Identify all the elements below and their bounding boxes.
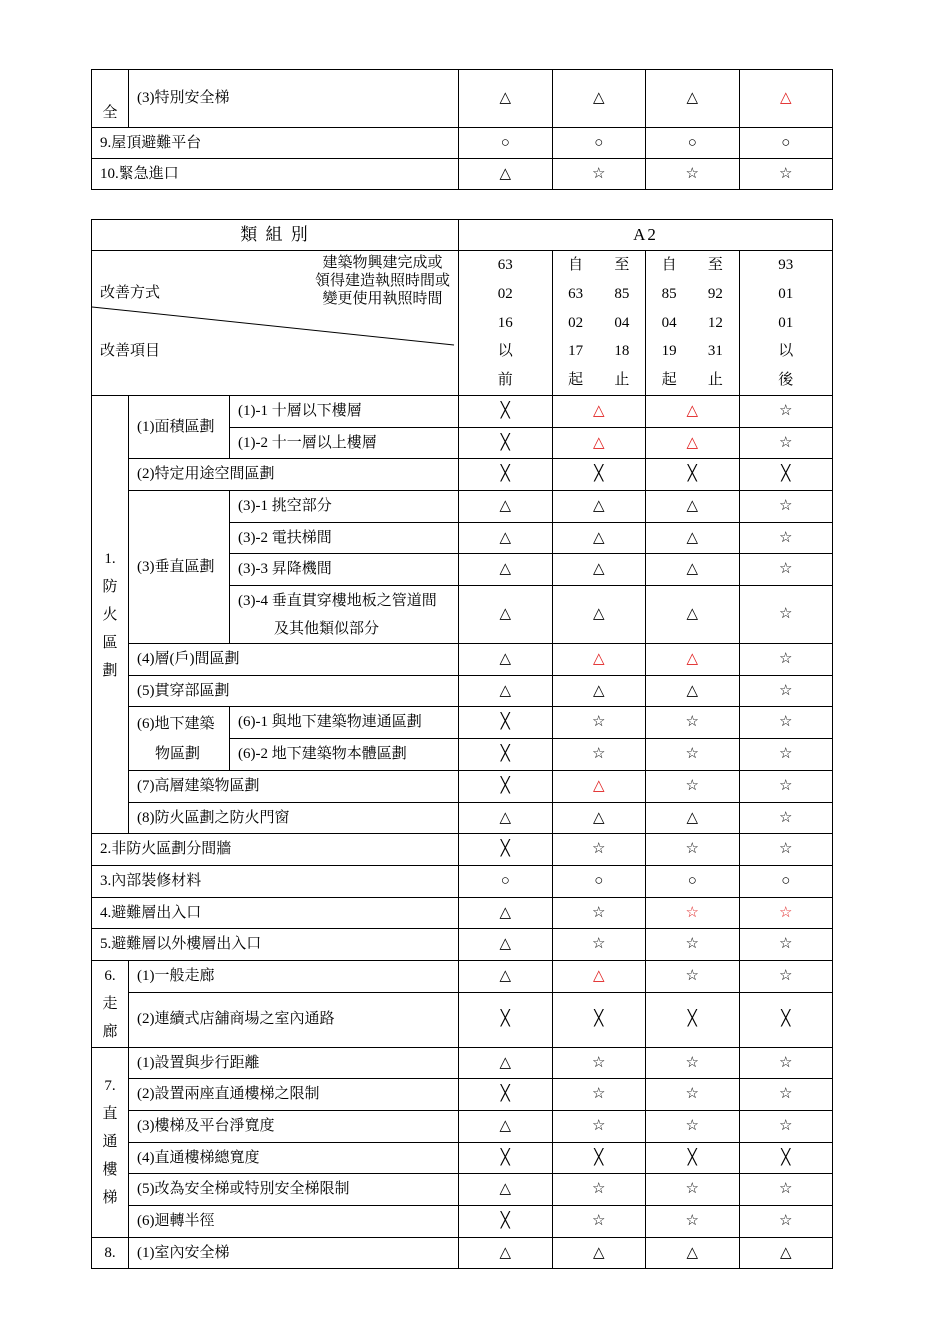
table-row (92, 707, 833, 739)
table-row (92, 865, 833, 897)
period-row (92, 251, 833, 396)
symbol-cell: ☆ (552, 1174, 646, 1206)
row-label: (4)直通樓梯總寬度 (129, 1142, 459, 1174)
symbol-cell: ☆ (739, 1174, 833, 1206)
table-row (92, 1079, 833, 1111)
period-text: 31 (707, 343, 723, 360)
table-row (92, 1047, 833, 1079)
table-row (92, 897, 833, 929)
period-col-4 (739, 251, 833, 396)
main-table (91, 219, 833, 1269)
symbol-cell: ☆ (646, 1206, 740, 1238)
symbol-cell: ☆ (646, 739, 740, 771)
row-label: (3)特別安全梯 (129, 70, 459, 128)
symbol-cell: △ (459, 1237, 553, 1269)
symbol-cell: ☆ (646, 707, 740, 739)
row-label: (3)垂直區劃 (129, 491, 230, 644)
time-basis-line: 變更使用執照時間 (322, 291, 443, 307)
symbol-cell: △ (552, 395, 646, 427)
symbol-cell: ╳ (552, 992, 646, 1047)
symbol-cell: ☆ (739, 960, 833, 992)
group-char: 防 (102, 578, 118, 595)
row-label: (1)室內安全梯 (129, 1237, 459, 1269)
symbol-cell: ☆ (739, 707, 833, 739)
table-row (92, 1111, 833, 1143)
symbol-cell: ○ (459, 865, 553, 897)
symbol-cell: ╳ (459, 834, 553, 866)
symbol-cell: △ (459, 929, 553, 961)
symbol-cell: ☆ (646, 1174, 740, 1206)
header-a2: A2 (459, 220, 833, 251)
period-text: 01 (778, 314, 794, 331)
symbol-cell: △ (739, 1237, 833, 1269)
symbol-cell: ○ (459, 128, 553, 159)
symbol-cell: △ (552, 802, 646, 834)
method-label: 改善方式 (100, 285, 161, 301)
symbol-cell: △ (552, 70, 646, 128)
row-label: 2.非防火區劃分間牆 (92, 834, 459, 866)
symbol-cell: ╳ (459, 707, 553, 739)
period-text: 以 (497, 343, 513, 360)
symbol-cell: △ (552, 675, 646, 707)
table-row (92, 1142, 833, 1174)
symbol-cell: ☆ (739, 802, 833, 834)
period-text: 自 (568, 257, 584, 273)
row-label: (2)特定用途空間區劃 (129, 459, 459, 491)
period-text: 12 (707, 314, 723, 331)
group-char: 樓 (102, 1162, 118, 1179)
symbol-cell: ☆ (739, 1206, 833, 1238)
table-row (92, 770, 833, 802)
period-text: 19 (661, 343, 677, 360)
symbol-cell: ☆ (552, 1206, 646, 1238)
table-row (92, 459, 833, 491)
row-label: (3)-2 電扶梯間 (230, 522, 459, 554)
symbol-cell: ☆ (739, 1111, 833, 1143)
symbol-cell: ☆ (646, 159, 740, 190)
symbol-cell: △ (459, 802, 553, 834)
row-label: (6)迴轉半徑 (129, 1206, 459, 1238)
symbol-cell: △ (646, 522, 740, 554)
row-label: (3)樓梯及平台淨寬度 (129, 1111, 459, 1143)
row-label: (7)高層建築物區劃 (129, 770, 459, 802)
table-row (92, 128, 833, 159)
table-row (92, 1237, 833, 1269)
period-text: 止 (707, 372, 723, 389)
symbol-cell: △ (646, 70, 740, 128)
symbol-cell: ☆ (739, 554, 833, 586)
symbol-cell: △ (459, 491, 553, 523)
symbol-cell: ○ (739, 865, 833, 897)
symbol-cell: ╳ (646, 459, 740, 491)
row-label: (1)-2 十一層以上樓層 (230, 427, 459, 459)
symbol-cell: △ (646, 802, 740, 834)
table-row (92, 992, 833, 1047)
symbol-cell: △ (552, 554, 646, 586)
group-char: 7. (104, 1078, 116, 1095)
symbol-cell: △ (646, 491, 740, 523)
symbol-cell: ☆ (552, 707, 646, 739)
group-fire-compartment (92, 395, 129, 833)
period-text: 02 (568, 314, 584, 331)
row-label-line: (6)地下建築 (137, 715, 215, 732)
symbol-cell: ☆ (739, 427, 833, 459)
symbol-cell: △ (459, 554, 553, 586)
symbol-cell: ☆ (739, 395, 833, 427)
symbol-cell: △ (459, 1111, 553, 1143)
period-text: 63 (568, 285, 584, 302)
row-label: (5)貫穿部區劃 (129, 675, 459, 707)
period-text: 16 (497, 314, 513, 331)
symbol-cell: ☆ (739, 491, 833, 523)
row-label: 10.緊急進口 (92, 159, 459, 190)
symbol-cell: △ (459, 960, 553, 992)
symbol-cell: △ (552, 491, 646, 523)
period-col-2 (552, 251, 646, 396)
symbol-cell: △ (552, 586, 646, 644)
symbol-cell: ☆ (739, 522, 833, 554)
period-text: 起 (661, 372, 677, 389)
row-label: (8)防火區劃之防火門窗 (129, 802, 459, 834)
symbol-cell: △ (552, 960, 646, 992)
symbol-cell: ☆ (646, 770, 740, 802)
period-text: 自 (661, 257, 677, 273)
row-label-line: 物區劃 (155, 745, 201, 762)
row-label: (3)-3 昇降機間 (230, 554, 459, 586)
table-row (92, 802, 833, 834)
symbol-cell: △ (459, 159, 553, 190)
period-text: 63 (497, 257, 513, 273)
row-label: (2)連續式店舖商場之室內通路 (129, 992, 459, 1047)
period-text: 17 (568, 343, 584, 360)
symbol-cell: △ (646, 554, 740, 586)
symbol-cell: △ (459, 1174, 553, 1206)
row-label: (1)一般走廊 (129, 960, 459, 992)
symbol-cell: ╳ (459, 1079, 553, 1111)
table-row (92, 395, 833, 427)
group-char: 直 (102, 1106, 118, 1123)
symbol-cell: ☆ (552, 159, 646, 190)
row-label-line: (3)-4 垂直貫穿樓地板之管道間 (238, 592, 437, 609)
row-label: (2)設置兩座直通樓梯之限制 (129, 1079, 459, 1111)
symbol-cell: ☆ (739, 675, 833, 707)
table-row (92, 929, 833, 961)
table-row (92, 960, 833, 992)
symbol-cell: △ (646, 644, 740, 676)
table-row (92, 1174, 833, 1206)
symbol-cell: ☆ (646, 929, 740, 961)
symbol-cell: ☆ (739, 1079, 833, 1111)
table-row (92, 644, 833, 676)
row-label: (1)面積區劃 (129, 395, 230, 458)
period-text: 至 (707, 257, 723, 273)
symbol-cell: ☆ (552, 1079, 646, 1111)
symbol-cell: ☆ (552, 897, 646, 929)
period-text: 93 (778, 257, 794, 273)
period-text: 前 (497, 372, 513, 389)
top-table (91, 69, 833, 190)
period-text: 01 (778, 285, 794, 302)
symbol-cell: ☆ (646, 834, 740, 866)
table-row (92, 159, 833, 190)
period-text: 85 (661, 285, 677, 302)
period-text: 至 (614, 257, 630, 273)
row-label: (1)設置與步行距離 (129, 1047, 459, 1079)
symbol-cell: △ (459, 675, 553, 707)
period-text: 92 (707, 285, 723, 302)
period-text: 止 (614, 372, 630, 389)
group-char: 梯 (102, 1190, 118, 1207)
symbol-cell: ○ (739, 128, 833, 159)
symbol-cell: ☆ (739, 159, 833, 190)
symbol-cell: ╳ (739, 992, 833, 1047)
period-text: 02 (497, 285, 513, 302)
table-row (92, 70, 833, 128)
symbol-cell: ╳ (459, 992, 553, 1047)
header-category: 類 組 別 (92, 220, 459, 251)
period-text: 85 (614, 285, 630, 302)
group-char: 6. (104, 967, 116, 984)
symbol-cell: ╳ (739, 1142, 833, 1174)
period-text: 04 (614, 314, 630, 331)
symbol-cell: △ (552, 522, 646, 554)
symbol-cell: ☆ (552, 739, 646, 771)
symbol-cell: △ (552, 1237, 646, 1269)
symbol-cell: △ (646, 395, 740, 427)
group-char: 通 (102, 1134, 118, 1151)
group-char: 1. (104, 550, 116, 567)
table-row (92, 675, 833, 707)
row-label: 3.內部裝修材料 (92, 865, 459, 897)
row-label (129, 707, 230, 770)
row-label: (4)層(戶)間區劃 (129, 644, 459, 676)
row-label: (6)-2 地下建築物本體區劃 (230, 739, 459, 771)
group-safety-stairs: 8. (92, 1237, 129, 1269)
symbol-cell: ☆ (552, 834, 646, 866)
symbol-cell: ╳ (459, 770, 553, 802)
symbol-cell: ☆ (552, 1047, 646, 1079)
symbol-cell: △ (459, 644, 553, 676)
symbol-cell: △ (739, 70, 833, 128)
symbol-cell: ╳ (459, 459, 553, 491)
row-label-line: 及其他類似部分 (274, 620, 380, 637)
row-label: 5.避難層以外樓層出入口 (92, 929, 459, 961)
symbol-cell: ☆ (739, 770, 833, 802)
row-label: (3)-1 挑空部分 (230, 491, 459, 523)
period-col-1 (459, 251, 553, 396)
symbol-cell: △ (552, 770, 646, 802)
symbol-cell: ○ (646, 865, 740, 897)
group-char: 區 (102, 634, 118, 651)
symbol-cell: ☆ (646, 1111, 740, 1143)
diagonal-header (92, 251, 459, 396)
symbol-cell: △ (646, 1237, 740, 1269)
symbol-cell: ╳ (459, 1142, 553, 1174)
time-basis-label (315, 254, 450, 308)
symbol-cell: △ (459, 1047, 553, 1079)
row-label: (6)-1 與地下建築物連通區劃 (230, 707, 459, 739)
item-label: 改善項目 (100, 343, 161, 359)
symbol-cell: ☆ (739, 644, 833, 676)
symbol-cell: △ (459, 586, 553, 644)
symbol-cell: △ (459, 522, 553, 554)
table-row (92, 491, 833, 523)
row-label (230, 586, 459, 644)
group-corridor (92, 960, 129, 1047)
symbol-cell: △ (646, 586, 740, 644)
group-label: 全 (92, 70, 129, 128)
symbol-cell: ╳ (646, 992, 740, 1047)
symbol-cell: ☆ (646, 960, 740, 992)
symbol-cell: ○ (552, 865, 646, 897)
symbol-cell: △ (552, 644, 646, 676)
period-text: 以 (778, 343, 794, 360)
symbol-cell: ○ (552, 128, 646, 159)
group-char: 走 (102, 995, 118, 1012)
row-label: (1)-1 十層以下樓層 (230, 395, 459, 427)
symbol-cell: ☆ (739, 1047, 833, 1079)
period-text: 04 (661, 314, 677, 331)
group-char: 劃 (102, 662, 118, 679)
symbol-cell: ☆ (646, 1079, 740, 1111)
group-char: 火 (102, 606, 118, 623)
symbol-cell: ╳ (646, 1142, 740, 1174)
period-text: 18 (614, 343, 630, 360)
row-label: (5)改為安全梯或特別安全梯限制 (129, 1174, 459, 1206)
symbol-cell: ☆ (739, 834, 833, 866)
symbol-cell: ○ (646, 128, 740, 159)
symbol-cell: ☆ (739, 586, 833, 644)
symbol-cell: △ (646, 427, 740, 459)
period-text: 起 (568, 372, 584, 389)
symbol-cell: ╳ (459, 395, 553, 427)
symbol-cell: ☆ (739, 929, 833, 961)
period-text: 後 (778, 372, 794, 389)
header-row (92, 220, 833, 251)
row-label: 9.屋頂避難平台 (92, 128, 459, 159)
symbol-cell: △ (459, 70, 553, 128)
symbol-cell: ☆ (646, 1047, 740, 1079)
group-char: 廊 (102, 1023, 118, 1040)
symbol-cell: ╳ (459, 427, 553, 459)
symbol-cell: ╳ (459, 739, 553, 771)
symbol-cell: ╳ (459, 1206, 553, 1238)
group-stairs (92, 1047, 129, 1237)
table-row (92, 834, 833, 866)
symbol-cell: ☆ (552, 929, 646, 961)
row-label: 4.避難層出入口 (92, 897, 459, 929)
symbol-cell: ☆ (739, 739, 833, 771)
time-basis-line: 建築物興建完成或 (322, 255, 443, 271)
symbol-cell: △ (552, 427, 646, 459)
period-col-3 (646, 251, 740, 396)
symbol-cell: ╳ (552, 459, 646, 491)
symbol-cell: ╳ (739, 459, 833, 491)
symbol-cell: △ (646, 675, 740, 707)
symbol-cell: ☆ (646, 897, 740, 929)
table-row (92, 1206, 833, 1238)
symbol-cell: ☆ (552, 1111, 646, 1143)
symbol-cell: ╳ (552, 1142, 646, 1174)
symbol-cell: △ (459, 897, 553, 929)
time-basis-line: 領得建造執照時間或 (314, 273, 450, 289)
symbol-cell: ☆ (739, 897, 833, 929)
